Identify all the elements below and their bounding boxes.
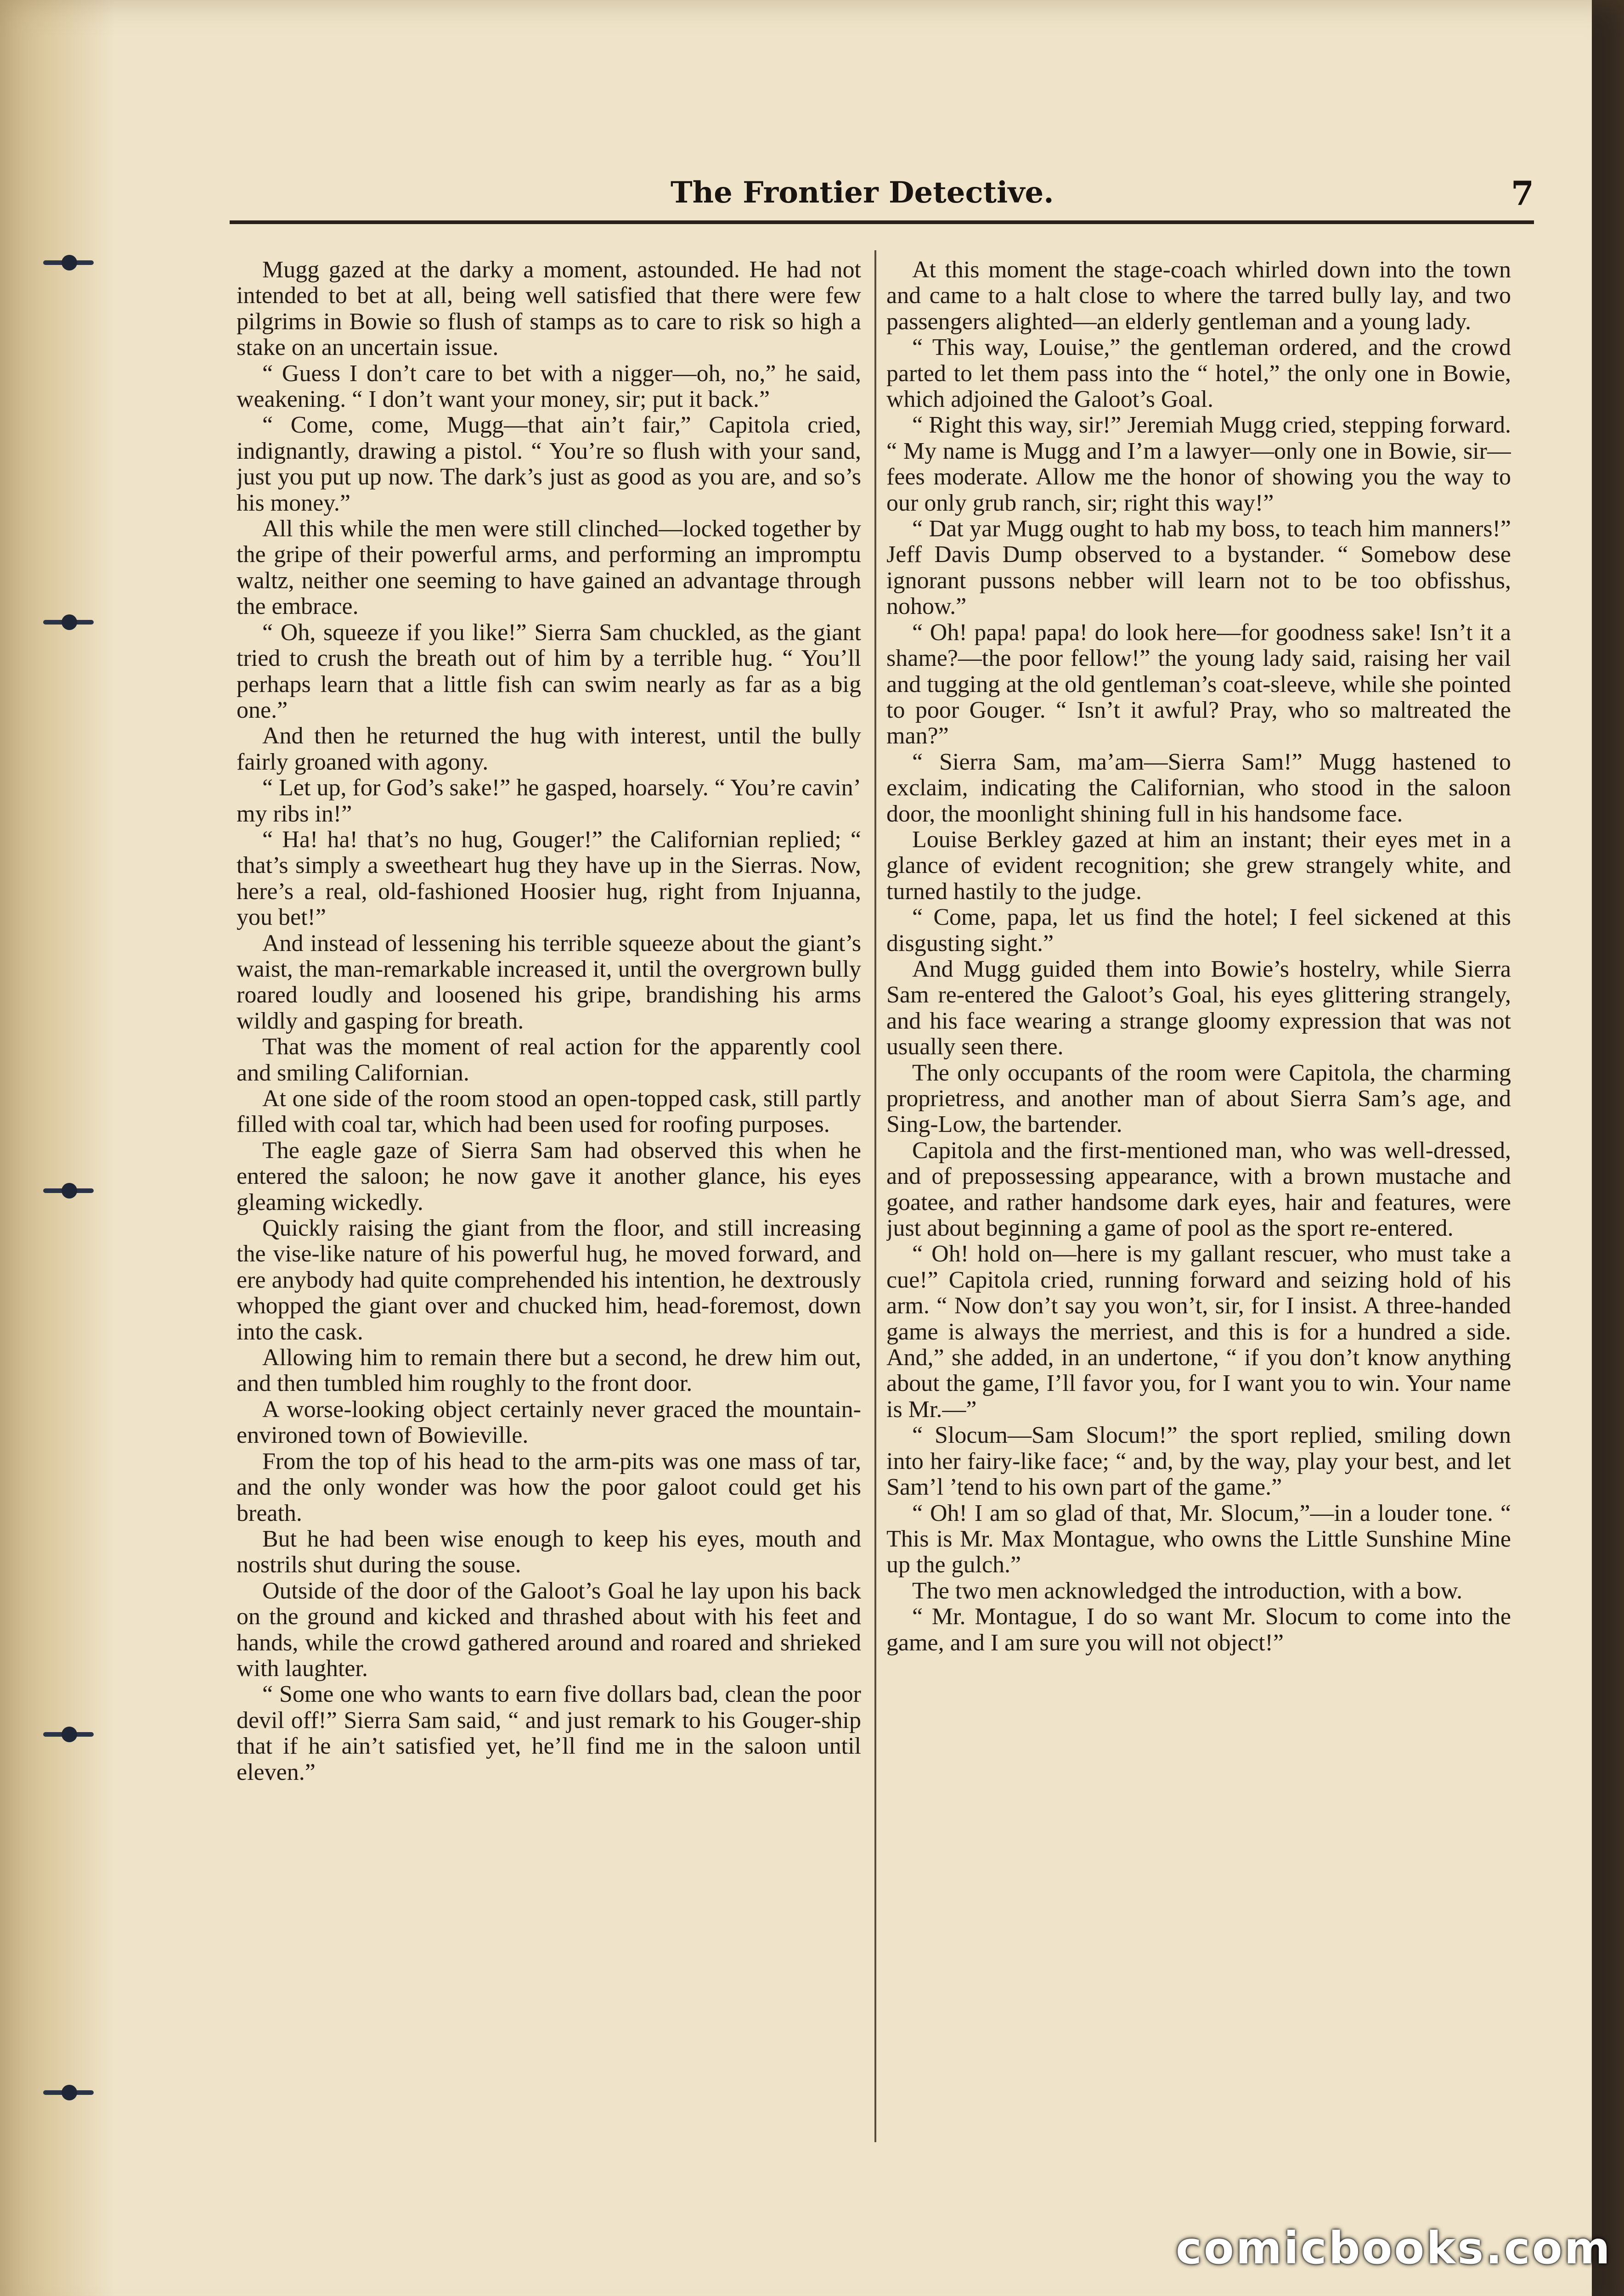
paragraph: At this moment the stage-coach whirled down into the town and came to a halt close to where the tarred bully lay, and two passengers alighted—an elderly gentleman and a young lady. xyxy=(886,257,1511,335)
paragraph: “ Come, come, Mugg—that ain’t fair,” Capitola cried, indignantly, drawing a pistol. “ You’re so flush with your sand, just you put up now. The dark’s just as good as you are, and so’s his money.” xyxy=(237,412,861,516)
running-header xyxy=(230,171,1534,226)
paragraph: “ Come, papa, let us find the hotel; I feel sickened at this disgusting sight.” xyxy=(886,904,1511,957)
paragraph: “ Oh! I am so glad of that, Mr. Slocum,”—in a louder tone. “ This is Mr. Max Montague, who owns the Little Sunshine Mine up the gulch.” xyxy=(886,1500,1511,1578)
paragraph: The only occupants of the room were Capitola, the charming proprietress, and another man of about Sierra Sam’s age, and Sing-Low, the bartender. xyxy=(886,1059,1511,1138)
paragraph: All this while the men were still clinched—locked together by the gripe of their powerful arms, and performing an impromptu waltz, neither one seeming to have gained an advantage through the embrace. xyxy=(237,516,861,620)
column-divider xyxy=(874,250,876,2142)
stitch-knot xyxy=(62,1183,77,1199)
stitch-knot xyxy=(62,255,77,270)
stitch-knot xyxy=(62,1727,77,1742)
paragraph: Outside of the door of the Galoot’s Goal he lay upon his back on the ground and kicked and thrashed about with his feet and hands, while the crowd gathered around and roared and shrieked with laughter. xyxy=(237,1577,861,1682)
paragraph: “ Slocum—Sam Slocum!” the sport replied, smiling down into her fairy-like face; “ and, by the way, play your best, and let Sam’l ’tend to his own part of the game.” xyxy=(886,1422,1511,1501)
paragraph: That was the moment of real action for the apparently cool and smiling Californian. xyxy=(237,1034,861,1086)
paragraph: “ Sierra Sam, ma’am—Sierra Sam!” Mugg hastened to exclaim, indicating the Californian, who stood in the saloon door, the moonlight shining full in his handsome face. xyxy=(886,748,1511,827)
binding-stitch xyxy=(43,2085,94,2100)
paragraph: “ Oh! hold on—here is my gallant rescuer, who must take a cue!” Capitola cried, running forward and seizing hold of his arm. “ Now don’t say you won’t, sir, for I insist. A three-handed game is always the merriest, and this is for a hundred a side. And,” she added, in an undertone, “ if you don’t know anything about the game, I’ll favor you, for I want you to win. Your name is Mr.—” xyxy=(886,1241,1511,1423)
paragraph: At one side of the room stood an open-topped cask, still partly filled with coal tar, which had been used for roofing purposes. xyxy=(237,1086,861,1138)
paragraph: “ Mr. Montague, I do so want Mr. Slocum to come into the game, and I am sure you will not object!” xyxy=(886,1604,1511,1656)
paragraph: But he had been wise enough to keep his eyes, mouth and nostrils shut during the souse. xyxy=(237,1525,861,1578)
paragraph: And instead of lessening his terrible squeeze about the giant’s waist, the man-remarkable increased it, until the overgrown bully roared loudly and loosened his gripe, brandishing his arms wildly and gasping for breath. xyxy=(237,930,861,1034)
paragraph: And then he returned the hug with interest, until the bully fairly groaned with agony. xyxy=(237,723,861,775)
paragraph: The eagle gaze of Sierra Sam had observed this when he entered the saloon; he now gave it another glance, his eyes gleaming wickedly. xyxy=(237,1137,861,1216)
page-edge-shadow xyxy=(1592,0,1624,2296)
stitch-knot xyxy=(62,2085,77,2100)
running-title: The Frontier Detective. xyxy=(671,175,1054,210)
header-rule xyxy=(230,220,1534,224)
binding-stitch xyxy=(43,255,94,270)
paragraph: “ Ha! ha! that’s no hug, Gouger!” the Californian replied; “ that’s simply a sweetheart hug they have up in the Sierras. Now, here’s a real, old-fashioned Hoosier hug, right from Injuanna, you bet!” xyxy=(237,826,861,931)
paragraph: A worse-looking object certainly never graced the mountain-environed town of Bowieville. xyxy=(237,1396,861,1449)
binding-stitch xyxy=(43,614,94,630)
left-column xyxy=(237,257,861,2149)
binding-stitch xyxy=(43,1183,94,1199)
paragraph: “ Guess I don’t care to bet with a nigger—oh, no,” he said, weakening. “ I don’t want your money, sir; put it back.” xyxy=(237,360,861,413)
paragraph: And Mugg guided them into Bowie’s hostelry, while Sierra Sam re-entered the Galoot’s Goal, his eyes glittering strangely, and his face wearing a strange gloomy expression that was not usually seen there. xyxy=(886,956,1511,1060)
paragraph: Mugg gazed at the darky a moment, astounded. He had not intended to bet at all, being well satisfied that there were few pilgrims in Bowie so flush of stamps as to care to risk so high a stake on an uncertain issue. xyxy=(237,257,861,361)
right-column xyxy=(886,257,1511,2149)
paragraph: “ Let up, for God’s sake!” he gasped, hoarsely. “ You’re cavin’ my ribs in!” xyxy=(237,775,861,827)
paragraph: “ Oh, squeeze if you like!” Sierra Sam chuckled, as the giant tried to crush the breath out of him by a terrible hug. “ You’ll perhaps learn that a little fish can swim nearly as far as a big one.” xyxy=(237,619,861,723)
paragraph: The two men acknowledged the introduction, with a bow. xyxy=(912,1577,1463,1604)
paragraph: Allowing him to remain there but a second, he drew him out, and then tumbled him roughly to the front door. xyxy=(237,1345,861,1397)
paragraph: “ Dat yar Mugg ought to hab my boss, to teach him manners!” Jeff Davis Dump observed to a bystander. “ Somebow dese ignorant pussons nebber will learn not to be too obfisshus, nohow.” xyxy=(886,516,1511,620)
paragraph: Louise Berkley gazed at him an instant; their eyes met in a glance of evident recognition; she grew strangely white, and turned hastily to the judge. xyxy=(886,826,1511,905)
paragraph: Capitola and the first-mentioned man, who was well-dressed, and of prepossessing appearance, with a brown mustache and goatee, and rather handsome dark eyes, hair and features, were just about beginning a game of pool as the sport re-entered. xyxy=(886,1137,1511,1242)
stitch-knot xyxy=(62,614,77,630)
paragraph: “ This way, Louise,” the gentleman ordered, and the crowd parted to let them pass into the “ hotel,” the only one in Bowie, which adjoined the Galoot’s Goal. xyxy=(886,334,1511,413)
binding-stitch xyxy=(43,1727,94,1742)
paragraph: “ Some one who wants to earn five dollars bad, clean the poor devil off!” Sierra Sam said, “ and just remark to his Gouger-ship that if he ain’t satisfied yet, he’ll find me in the saloon until eleven.” xyxy=(237,1681,861,1785)
page-number: 7 xyxy=(1511,174,1534,213)
paragraph: “ Oh! papa! papa! do look here—for goodness sake! Isn’t it a shame?—the poor fellow!” the young lady said, raising her vail and tugging at the old gentleman’s coat-sleeve, while she pointed to poor Gouger. “ Isn’t it awful? Pray, who so maltreated the man?” xyxy=(886,619,1511,749)
paragraph: From the top of his head to the arm-pits was one mass of tar, and the only wonder was how the poor galoot could get his breath. xyxy=(237,1448,861,1526)
paragraph: Quickly raising the giant from the floor, and still increasing the vise-like nature of his powerful hug, he moved forward, and ere anybody had quite comprehended his intention, he dextrously whopped the giant over and chucked him, head-foremost, down into the cask. xyxy=(237,1215,861,1345)
watermark: comicbooks.com xyxy=(1176,2223,1612,2274)
paragraph: “ Right this way, sir!” Jeremiah Mugg cried, stepping forward. “ My name is Mugg and I’m a lawyer—only one in Bowie, sir—fees moderate. Allow me the honor of showing you the way to our only grub ranch, sir; right this way!” xyxy=(886,412,1511,516)
